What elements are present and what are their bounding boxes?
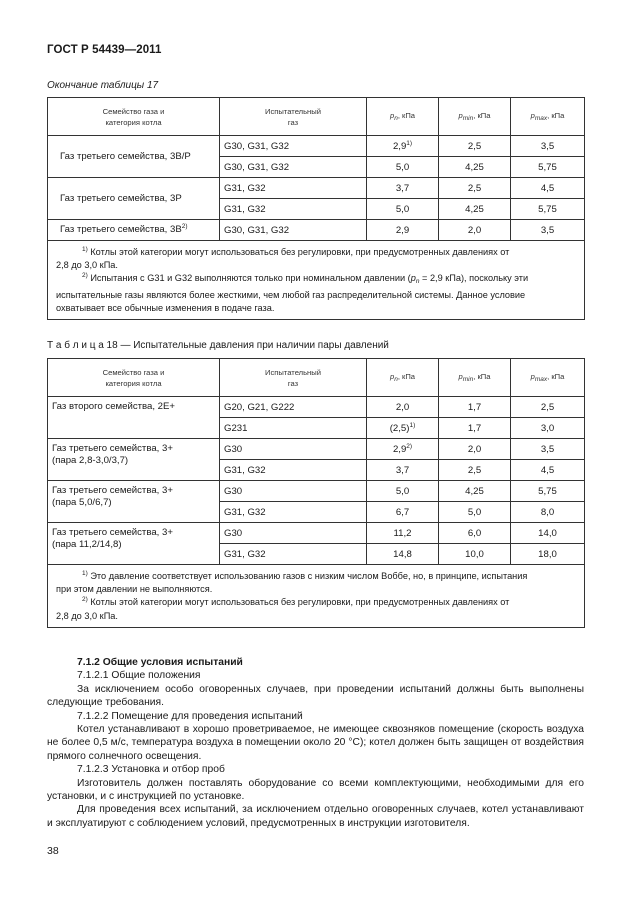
gas-family-cell: Газ второго семейства, 2Е+ [48, 397, 220, 439]
paragraph: Котел устанавливают в хорошо проветриваемое, не имеющее сквозняков помещение (скорость воздуха не более 0,5 м/с, температура воздуха в помещении около 20 °С); котел должен быть защищен от воздействия прямого солнечного освещения. [47, 724, 584, 762]
pn-cell: 2,9$^{2)}$ [367, 439, 439, 460]
pn-cell: 2,0 [367, 397, 439, 418]
pmax-cell: 18,0 [511, 544, 585, 565]
pmin-cell: 2,5 [439, 136, 511, 157]
gas-cell: G31, G32 [220, 502, 367, 523]
paragraph: Изготовитель должен поставлять оборудование со всеми комплектующими, необходимыми для его установки, и с инструкцией по установке. [47, 777, 584, 803]
pn-cell: 5,0 [367, 157, 439, 178]
table-row [48, 481, 585, 502]
pmax-cell: 3,5 [511, 439, 585, 460]
gas-family-cell: Газ третьего семейства, 3Р [48, 178, 220, 220]
table17-caption: Окончание таблицы 17 [47, 80, 159, 91]
pmax-cell: 5,75 [511, 199, 585, 220]
table18-caption: Т а б л и ц а 18 — Испытательные давления при наличии пары давлений [47, 340, 389, 351]
pmin-cell: 2,5 [439, 460, 511, 481]
subsection-heading: 7.1.2.3 Установка и отбор проб [77, 764, 225, 776]
footnote-1: $^{1)}$ Это давление соответствует использованию газов с низким числом Воббе, но, в принципе, испытания [82, 570, 528, 581]
gas-cell: G31, G32 [220, 544, 367, 565]
gas-cell: G30 [220, 523, 367, 544]
pmin-cell: 4,25 [439, 481, 511, 502]
paragraph: За исключением особо оговоренных случаев, при проведении испытаний должны быть выполнены следующие требования. [47, 683, 584, 709]
gas-cell: G30 [220, 481, 367, 502]
gas-cell: G231 [220, 418, 367, 439]
footnote-2-continued: 2,8 до 3,0 кПа. [56, 610, 118, 621]
pn-cell: 3,7 [367, 178, 439, 199]
table-row [48, 439, 585, 460]
pn-cell: $(2,5)^{1)}$ [367, 418, 439, 439]
col-header-family: Семейство газа и категория котла [48, 98, 220, 136]
gas-cell: G30, G31, G32 [220, 157, 367, 178]
gas-family-cell: Газ третьего семейства, 3+ (пара 5,0/6,7) [48, 481, 220, 523]
pn-cell: 11,2 [367, 523, 439, 544]
subsection-heading: 7.1.2.1 Общие положения [77, 670, 201, 682]
pmax-cell: 3,0 [511, 418, 585, 439]
table-17 [47, 97, 585, 320]
pn-cell: 3,7 [367, 460, 439, 481]
col-header-pn: pn, кПа [367, 359, 439, 397]
col-header-pmin: pmin, кПа [439, 98, 511, 136]
footnote-2-continued: испытательные газы являются более жесткими, чем любой газ распределительной системы. Данное условие [56, 289, 526, 300]
gas-cell: G31, G32 [220, 199, 367, 220]
pn-cell: 5,0 [367, 199, 439, 220]
table-notes-row [48, 241, 585, 320]
pmin-cell: 6,0 [439, 523, 511, 544]
pn-cell: 2,9 [367, 220, 439, 241]
table-row [48, 397, 585, 418]
pmin-cell: 5,0 [439, 502, 511, 523]
page-number: 38 [47, 845, 59, 857]
table-row [48, 523, 585, 544]
pmax-cell: 14,0 [511, 523, 585, 544]
gas-cell: G31, G32 [220, 460, 367, 481]
table-row [48, 178, 585, 199]
footnote-2-continued: охватывает все обычные изменения в подаче газа. [56, 302, 275, 313]
subsection-heading: 7.1.2.2 Помещение для проведения испытаний [77, 710, 303, 722]
col-header-pmax: pmax, кПа [511, 98, 585, 136]
section-heading: 7.1.2 Общие условия испытаний [77, 657, 243, 668]
footnote-1-continued: при этом давлении не выполняются. [56, 584, 213, 595]
col-header-pmin: pmin, кПа [439, 359, 511, 397]
gas-family-cell: Газ третьего семейства, 3+ (пара 11,2/14,8) [48, 523, 220, 565]
document-header: ГОСТ Р 54439—2011 [47, 44, 162, 56]
table-row [48, 136, 585, 157]
gas-family-cell: Газ третьего семейства, $3В^{2)}$ [48, 220, 220, 241]
table-header-row [48, 98, 585, 136]
footnote-1: $^{1)}$ Котлы этой категории могут использоваться без регулировки, при предусмотренных давлениях от [82, 246, 510, 257]
footnote-1-continued: 2,8 до 3,0 кПа. [56, 260, 118, 271]
pn-cell: 14,8 [367, 544, 439, 565]
pn-cell: 5,0 [367, 481, 439, 502]
gas-cell: G30, G31, G32 [220, 136, 367, 157]
pmin-cell: 2,5 [439, 178, 511, 199]
pmax-cell: 3,5 [511, 220, 585, 241]
col-header-gas: Испытательный газ [220, 359, 367, 397]
col-header-pn: pn, кПа [367, 98, 439, 136]
table17-footnotes [48, 241, 585, 320]
gas-cell: G31, G32 [220, 178, 367, 199]
col-header-family: Семейство газа и категория котла [48, 359, 220, 397]
footnote-2: $^{2)}$ Испытания с G31 и G32 выполняются только при номинальном давлении ($p_n = 2,9$ кПа), поскольку эти [82, 272, 529, 286]
gas-cell: G30 [220, 439, 367, 460]
table18-footnotes [48, 565, 585, 628]
table-notes-row [48, 565, 585, 628]
col-header-gas: Испытательный газ [220, 98, 367, 136]
gas-family-cell: Газ третьего семейства, 3В/Р [48, 136, 220, 178]
pmin-cell: 10,0 [439, 544, 511, 565]
footnote-2: $^{2)}$ Котлы этой категории могут использоваться без регулировки, при предусмотренных давлениях от [82, 596, 510, 608]
pmax-cell: 3,5 [511, 136, 585, 157]
pn-cell: 6,7 [367, 502, 439, 523]
pn-cell: 2,9$^{1)}$ [367, 136, 439, 157]
pmax-cell: 8,0 [511, 502, 585, 523]
pmax-cell: 5,75 [511, 157, 585, 178]
gas-family-cell: Газ третьего семейства, 3+ (пара 2,8-3,0/3,7) [48, 439, 220, 481]
pmin-cell: 2,0 [439, 220, 511, 241]
pmax-cell: 5,75 [511, 481, 585, 502]
pmax-cell: 2,5 [511, 397, 585, 418]
col-header-pmax: pmax, кПа [511, 359, 585, 397]
table-header-row [48, 359, 585, 397]
gas-cell: G30, G31, G32 [220, 220, 367, 241]
pmax-cell: 4,5 [511, 178, 585, 199]
pmin-cell: 4,25 [439, 157, 511, 178]
body-section [47, 656, 584, 830]
pmin-cell: 1,7 [439, 397, 511, 418]
pmax-cell: 4,5 [511, 460, 585, 481]
pmin-cell: 1,7 [439, 418, 511, 439]
table-18 [47, 358, 585, 628]
gas-cell: G20, G21, G222 [220, 397, 367, 418]
pmin-cell: 2,0 [439, 439, 511, 460]
pmin-cell: 4,25 [439, 199, 511, 220]
table-row [48, 220, 585, 241]
paragraph: Для проведения всех испытаний, за исключением отдельно оговоренных случаев, котел устанавливают и эксплуатируют с соблюдением условий, предусмотренных в инструкции изготовителя. [47, 804, 584, 829]
